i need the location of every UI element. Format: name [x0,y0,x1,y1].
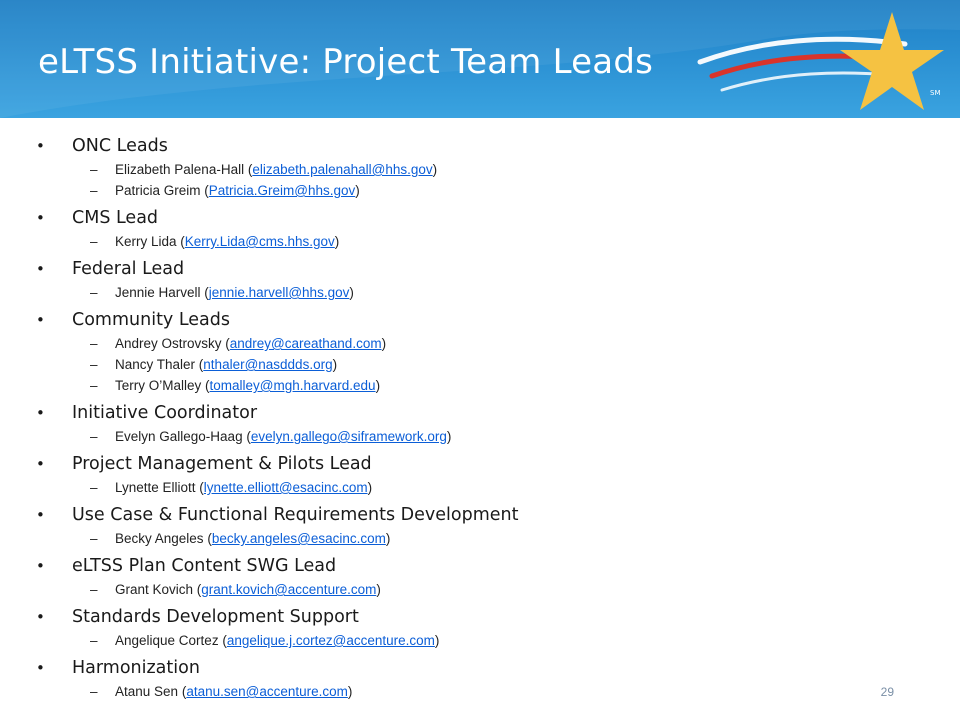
role-heading-text: Standards Development Support [72,607,359,627]
role-heading [36,605,916,630]
team-leads-list [36,134,916,707]
email-link[interactable]: elizabeth.palenahall@hhs.gov [252,162,433,177]
role-heading [36,452,916,477]
dash-bullet-icon: – [90,357,98,372]
role-section [36,554,916,600]
email-link[interactable]: becky.angeles@esacinc.com [211,531,386,546]
person-entry: – Angelique Cortez (angelique.j.cortez@accenture.com) [36,630,916,651]
role-heading-text: eLTSS Plan Content SWG Lead [72,556,337,576]
person-entry: – Andrey Ostrovsky (andrey@careathand.com) [36,333,916,354]
bullet-icon: • [36,455,45,473]
role-section [36,503,916,549]
person-entry: – Evelyn Gallego-Haag (evelyn.gallego@siframework.org) [36,426,916,447]
person-name: Elizabeth Palena-Hall [115,162,245,177]
role-heading-text: Project Management & Pilots Lead [72,454,372,474]
email-link[interactable]: atanu.sen@accenture.com [186,684,348,699]
dash-bullet-icon: – [90,531,98,546]
person-name: Atanu Sen [115,684,179,699]
email-link[interactable]: andrey@careathand.com [229,336,382,351]
email-link[interactable]: nthaler@nasddds.org [203,357,333,372]
role-section [36,308,916,396]
dash-bullet-icon: – [90,234,98,249]
role-heading-text: Initiative Coordinator [72,403,258,423]
role-heading-text: Community Leads [72,310,231,330]
role-section [36,401,916,447]
person-entry: – Elizabeth Palena-Hall (elizabeth.palenahall@hhs.gov) [36,159,916,180]
dash-bullet-icon: – [90,429,98,444]
role-heading-text: ONC Leads [72,136,168,156]
person-entry: – Jennie Harvell (jennie.harvell@hhs.gov) [36,282,916,303]
person-entry: – Grant Kovich (grant.kovich@accenture.com) [36,579,916,600]
role-heading [36,503,916,528]
email-link[interactable]: grant.kovich@accenture.com [201,582,377,597]
person-name: Jennie Harvell [115,285,201,300]
bullet-icon: • [36,557,45,575]
dash-bullet-icon: – [90,183,98,198]
role-heading [36,134,916,159]
role-heading-text: Federal Lead [72,259,185,279]
bullet-icon: • [36,608,45,626]
dash-bullet-icon: – [90,480,98,495]
slide-header [0,0,960,118]
person-name: Angelique Cortez [115,633,219,648]
role-section [36,452,916,498]
role-section [36,257,916,303]
bullet-icon: • [36,659,45,677]
person-entry: – Lynette Elliott (lynette.elliott@esacinc.com) [36,477,916,498]
role-section [36,605,916,651]
dash-bullet-icon: – [90,285,98,300]
bullet-icon: • [36,404,45,422]
person-name: Terry O’Malley [115,378,202,393]
service-mark: SM [930,89,941,97]
person-entry: – Becky Angeles (becky.angeles@esacinc.com) [36,528,916,549]
role-heading [36,401,916,426]
bullet-icon: • [36,260,45,278]
person-entry: – Kerry Lida (Kerry.Lida@cms.hhs.gov) [36,231,916,252]
email-link[interactable]: Kerry.Lida@cms.hhs.gov [184,234,335,249]
dash-bullet-icon: – [90,336,98,351]
page-title: eLTSS Initiative: Project Team Leads [38,42,654,82]
email-link[interactable]: evelyn.gallego@siframework.org [250,429,447,444]
person-entry: – Atanu Sen (atanu.sen@accenture.com) [36,681,916,702]
person-name: Patricia Greim [115,183,201,198]
email-link[interactable]: jennie.harvell@hhs.gov [208,285,350,300]
dash-bullet-icon: – [90,684,98,699]
person-name: Nancy Thaler [115,357,196,372]
email-link[interactable]: lynette.elliott@esacinc.com [203,480,368,495]
dash-bullet-icon: – [90,582,98,597]
person-entry: – Patricia Greim (Patricia.Greim@hhs.gov) [36,180,916,201]
role-heading [36,206,916,231]
role-heading-text: Harmonization [72,658,200,678]
bullet-icon: • [36,506,45,524]
person-entry: – Terry O’Malley (tomalley@mgh.harvard.edu) [36,375,916,396]
dash-bullet-icon: – [90,378,98,393]
role-heading [36,656,916,681]
dash-bullet-icon: – [90,162,98,177]
person-name: Evelyn Gallego-Haag [115,429,243,444]
role-heading-text: CMS Lead [72,208,159,228]
dash-bullet-icon: – [90,633,98,648]
email-link[interactable]: angelique.j.cortez@accenture.com [226,633,435,648]
role-heading [36,308,916,333]
person-name: Lynette Elliott [115,480,196,495]
email-link[interactable]: Patricia.Greim@hhs.gov [208,183,356,198]
person-name: Becky Angeles [115,531,204,546]
bullet-icon: • [36,137,45,155]
person-entry: – Nancy Thaler (nthaler@nasddds.org) [36,354,916,375]
role-section [36,656,916,702]
role-heading-text: Use Case & Functional Requirements Development [72,505,519,525]
role-heading [36,554,916,579]
role-section [36,134,916,201]
bullet-icon: • [36,209,45,227]
person-name: Andrey Ostrovsky [115,336,222,351]
role-heading [36,257,916,282]
page-number: 29 [880,685,894,699]
bullet-icon: • [36,311,45,329]
person-name: Kerry Lida [115,234,177,249]
person-name: Grant Kovich [115,582,194,597]
role-section [36,206,916,252]
email-link[interactable]: tomalley@mgh.harvard.edu [209,378,376,393]
